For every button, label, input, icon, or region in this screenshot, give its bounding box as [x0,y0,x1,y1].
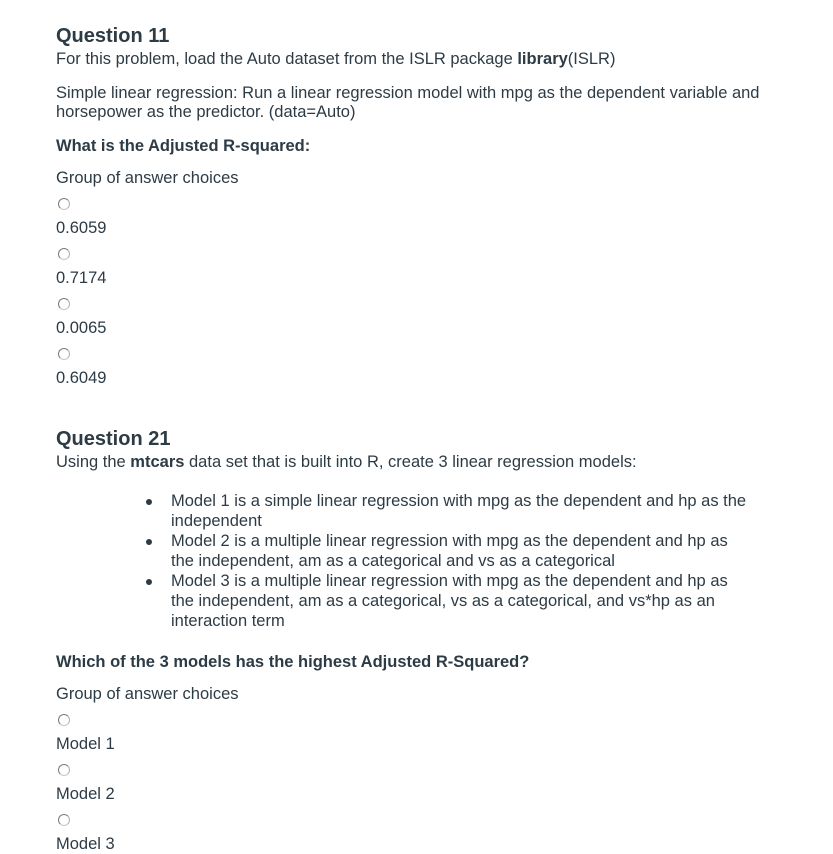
answer-choice[interactable] [56,814,776,854]
answer-choice-label: 0.6059 [56,219,107,237]
question-1-intro-bold: library [517,50,568,68]
answer-choice[interactable] [56,298,776,338]
question-1-description: Simple linear regression: Run a linear regression model with mpg as the dependent variable and horsepower as the predictor. (data=Auto) [56,84,760,121]
list-item [146,571,751,631]
radio-button-icon[interactable] [58,198,70,210]
question-2-intro [56,453,776,472]
radio-button-icon[interactable] [58,298,70,310]
question-1-choices-label: Group of answer choices [56,169,239,187]
model-description: Model 1 is a simple linear regression with mpg as the dependent and hp as the independent [171,492,747,530]
list-item [146,491,751,531]
question-1-ask: What is the Adjusted R-squared: [56,137,311,155]
answer-choice[interactable] [56,348,776,388]
answer-choice-label: 0.7174 [56,269,107,287]
bullet-icon [146,499,152,505]
question-1-intro-text: For this problem, load the Auto dataset from the ISLR package [56,50,518,68]
answer-choice-label: Model 3 [56,835,115,853]
question-1-title [56,22,776,50]
question-1 [56,22,776,388]
answer-choice-label: 0.6049 [56,369,107,387]
question-2-intro-pre: Using the [56,453,131,471]
radio-button-icon[interactable] [58,814,70,826]
answer-choice-label: Model 1 [56,735,115,753]
answer-choice-label: 0.0065 [56,319,107,337]
question-2 [56,425,776,854]
answer-choice[interactable] [56,714,776,754]
model-list [56,491,833,631]
answer-choice-label: Model 2 [56,785,115,803]
question-2-ask: Which of the 3 models has the highest Adjusted R-Squared? [56,653,530,671]
question-1-intro [56,50,776,69]
model-description: Model 2 is a multiple linear regression with mpg as the dependent and hp as the independent, am as a categorical and vs as a categorical [171,532,728,570]
question-2-title-text: Question 2 [56,428,160,450]
answer-choice[interactable] [56,198,776,238]
question-2-intro-bold: mtcars [130,453,185,471]
question-1-points: 1 [158,25,170,47]
question-2-choices-label: Group of answer choices [56,685,239,703]
radio-button-icon[interactable] [58,348,70,360]
question-1-title-text: Question 1 [56,25,159,47]
question-1-intro-tail: (ISLR) [567,50,616,68]
radio-button-icon[interactable] [58,714,70,726]
radio-button-icon[interactable] [58,248,70,260]
radio-button-icon[interactable] [58,764,70,776]
question-2-intro-post: data set that is built into R, create 3 linear regression models: [184,453,637,471]
bullet-icon [146,539,152,545]
answer-choice[interactable] [56,764,776,804]
answer-choice[interactable] [56,248,776,288]
list-item [146,531,751,571]
model-description: Model 3 is a multiple linear regression with mpg as the dependent and hp as the independent, am as a categorical, vs as a categorical, and vs*hp as an interaction term [171,572,728,630]
question-2-points: 1 [159,428,171,450]
bullet-icon [146,579,152,585]
question-2-title [56,425,776,453]
